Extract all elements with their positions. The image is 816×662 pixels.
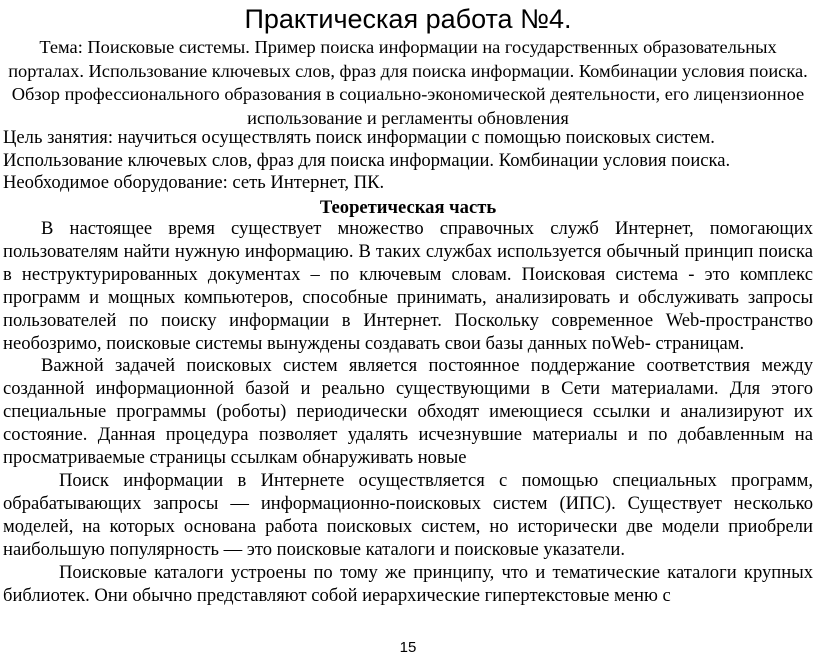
paragraph: Поиск информации в Интернете осуществляется с помощью специальных программ, обрабатывающих запросы — информационно-поисковых систем (ИПС). Существует несколько моделей, на которых основана работа поисковых систем, но исторически две модели приобрели наибольшую популярность — это поисковые каталоги и поисковые указатели. [3,469,813,560]
goal-text: Цель занятия: научиться осуществлять поиск информации с помощью поисковых систем. Использование ключевых слов, фраз для поиска информации. Комбинации условия поиска. [3,127,731,171]
equipment-text: Необходимое оборудование: сеть Интернет, ПК. [3,172,385,193]
section-heading: Теоретическая часть [319,197,497,218]
goal-block [3,127,811,195]
paragraph: В настоящее время существует множество справочных служб Интернет, помогающих пользователям найти нужную информацию. В таких службах используется обычный принцип поиска в неструктурированных документах – по ключевым словам. Поисковая система - это комплекс программ и мощных компьютеров, способные принимать, анализировать и обслуживать запросы пользователей по поиску информации в Интернет. Поскольку современное Web-пространство необозримо, поисковые системы вынуждены создавать свои базы данных поWeb- страницам. [3,218,813,354]
paragraph: Поисковые каталоги устроены по тому же принципу, что и тематические каталоги крупных библиотек. Они обычно представляют собой иерархические гипертекстовые меню с [3,561,813,606]
topic-text: Тема: Поисковые системы. Пример поиска информации на государственных образовательных порталах. Использование ключевых слов, фраз для поиска информации. Комбинации условия поиска. Обзор профессионального образования в социально-экономической деятельности, его лицензионное использование и регламенты обновления [8,37,808,128]
page-number: 15 [399,639,417,656]
page-title: Практическая работа №4. [244,4,572,34]
paragraph: Важной задачей поисковых систем является постоянное поддержание соответствия между созданной информационной базой и реально существующими в Сети материалами. Для этого специальные программы (роботы) периодически обходят имеющиеся ссылки и анализируют их состояние. Данная процедура позволяет удалять исчезнувшие материалы и по добавленным на просматриваемые страницы ссылкам обнаруживать новые [3,355,813,469]
theory-body [3,218,813,607]
